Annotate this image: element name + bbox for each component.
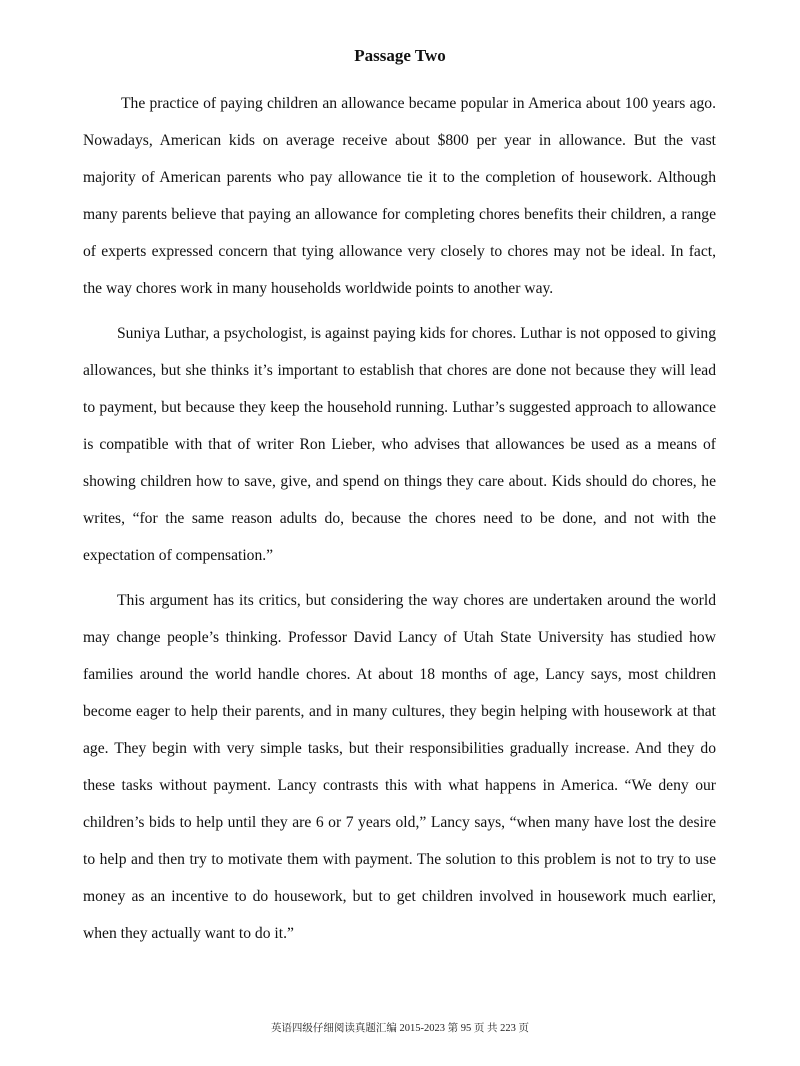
passage-title: Passage Two [354,46,446,65]
paragraph-3: This argument has its critics, but considering the way chores are undertaken around the world may change people’s thinking. Professor David Lancy of Utah State University has studied how families around the world handle chores. At about 18 months of age, Lancy says, most children become eager to help their parents, and in many cultures, they begin helping with housework at that age. They begin with very simple tasks, but their responsibilities gradually increase. And they do these tasks without payment. Lancy contrasts this with what happens in America. “We deny our children’s bids to help until they are 6 or 7 years old,” Lancy says, “when many have lost the desire to help and then try to motivate them with payment. The solution to this problem is not to try to use money as an incentive to do housework, but to get children involved in housework much earlier, when they actually want to do it.” [83,592,716,942]
paragraph-1: The practice of paying children an allowance became popular in America about 100 years ago. Nowadays, American kids on average receive about $800 per year in allowance. But the vast majority of American parents who pay allowance tie it to the completion of housework. Although many parents believe that paying an allowance for completing chores benefits their children, a range of experts expressed concern that tying allowance very closely to chores may not be ideal. In fact, the way chores work in many households worldwide points to another way. [83,95,716,297]
paragraph-2: Suniya Luthar, a psychologist, is against paying kids for chores. Luthar is not opposed to giving allowances, but she thinks it’s important to establish that chores are done not because they will lead to payment, but because they keep the household running. Luthar’s suggested approach to allowance is compatible with that of writer Ron Lieber, who advises that allowances be used as a means of showing children how to save, give, and spend on things they care about. Kids should do chores, he writes, “for the same reason adults do, because the chores need to be done, and not with the expectation of compensation.” [83,325,716,564]
passage-body [83,85,716,960]
page-footer: 英语四级仔细阅读真题汇编 2015-2023 第 95 页 共 223 页 [270,1023,530,1034]
